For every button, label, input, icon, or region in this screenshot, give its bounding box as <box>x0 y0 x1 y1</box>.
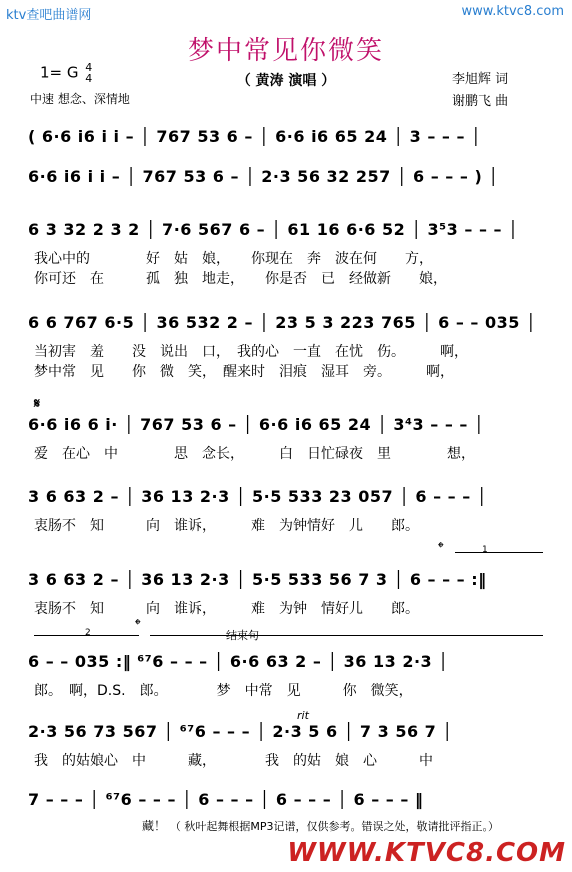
notes-row-7: 3 6 63 2 – │ 36 13 2·3 │ 5·5 533 56 7 3 │ 6 – – – :‖ <box>28 570 487 589</box>
staff-row-7 <box>28 568 544 592</box>
notes-row-3: 6 3 32 2 3 2 │ 7·6 567 6 – │ 61 16 6·6 52 │ 3⁵3 – – – │ <box>28 220 519 239</box>
notes-row-8: 6 – – 035 :‖ ⁶⁷6 – – – │ 6·6 63 2 – │ 36 13 2·3 │ <box>28 652 449 671</box>
composer-credit: 谢鹏飞 曲 <box>452 94 509 109</box>
lyric-row-9: 我 的姑娘心 中 藏， 我 的姑 娘 心 中 <box>34 753 433 769</box>
notes-row-1: ( 6·6 i6 i i – │ 767 53 6 – │ 6·6 i6 65 24 │ 3 – – – │ <box>28 127 482 146</box>
end-section-label: 结束句 <box>226 629 259 642</box>
tempo-marking: 中速 想念、深情地 <box>30 92 130 106</box>
volta-1-line <box>455 552 543 553</box>
key-signature <box>40 62 92 84</box>
time-denominator: 4 <box>85 72 93 85</box>
site-url-right: www.ktvc8.com <box>461 4 564 19</box>
song-title: 梦中常见你微笑 <box>187 36 384 66</box>
staff-row-9 <box>28 720 544 744</box>
lyricist-credit: 李旭辉 词 <box>452 72 509 87</box>
footer-line <box>142 817 499 834</box>
notes-row-10: 7 – – – │ ⁶⁷6 – – – │ 6 – – – │ 6 – – – │ 6 – – – ‖ <box>28 790 424 809</box>
staff-row-6 <box>28 485 544 509</box>
volta-1-label: 1 <box>482 545 488 555</box>
notes-row-4: 6 6 767 6·5 │ 36 532 2 – │ 23 5 3 223 765 │ 6 – – 035 │ <box>28 313 537 332</box>
coda-sign: 𝄌 <box>438 538 444 557</box>
lyric-row-6: 衷肠不 知 向 谁诉， 难 为钟情好 儿 郎。 <box>34 518 419 534</box>
lyric-row-4a: 当初害 羞 没 说出 口， 我的心 一直 在忧 伤。 啊， <box>34 344 468 360</box>
lyric-row-3b: 你可还 在 孤 独 地走， 你是否 已 经做新 娘， <box>34 271 447 287</box>
key-label: 1= G <box>40 63 79 82</box>
time-numerator: 4 <box>85 61 93 74</box>
staff-row-2 <box>28 165 544 189</box>
lyric-row-5: 爱 在心 中 思 念长， 白 日忙碌夜 里 想， <box>34 446 475 462</box>
staff-row-8 <box>28 650 544 674</box>
final-lyric: 藏！ <box>142 819 167 833</box>
volta-2-label: 2 <box>85 628 91 638</box>
coda-sign-2: 𝄌 <box>135 615 141 634</box>
notes-row-9: 2·3 56 73 567 │ ⁶⁷6 – – – │ 2·3 5 6 │ 7 3 56 7 │ <box>28 722 453 741</box>
lyric-row-3a: 我心中的 好 姑 娘， 你现在 奔 波在何 方， <box>34 251 433 267</box>
rit-marking: rit <box>297 709 309 722</box>
time-signature <box>85 62 92 84</box>
end-section-line <box>150 635 543 636</box>
song-subtitle: （ 黄涛 演唱 ） <box>236 73 336 89</box>
watermark-logo: WWW.KTVC8.COM <box>287 838 566 868</box>
site-name-left: ktv查吧曲谱网 <box>6 8 92 23</box>
lyric-row-7: 衷肠不 知 向 谁诉， 难 为钟 情好儿 郎。 <box>34 601 419 617</box>
staff-row-10 <box>28 788 544 812</box>
staff-row-4 <box>28 311 544 335</box>
transcription-note: （ 秋叶起舞根据MP3记谱，仅供参考。错误之处，敬请批评指正。） <box>169 820 499 833</box>
notes-row-6: 3 6 63 2 – │ 36 13 2·3 │ 5·5 533 23 057 │ 6 – – – │ <box>28 487 487 506</box>
notes-row-5: 6·6 i6 6 i· │ 767 53 6 – │ 6·6 i6 65 24 │ 3⁴3 – – – │ <box>28 415 485 434</box>
lyric-row-8: 郎。 啊，D.S. 郎。 梦 中常 见 你 微笑， <box>34 683 413 699</box>
staff-row-3 <box>28 218 544 242</box>
notes-row-2: 6·6 i6 i i – │ 767 53 6 – │ 2·3 56 32 257 │ 6 – – – ) │ <box>28 167 499 186</box>
staff-row-1 <box>28 125 544 149</box>
segno-sign: 𝄋 <box>34 396 41 412</box>
staff-row-5 <box>28 413 544 437</box>
lyric-row-4b: 梦中常 见 你 微 笑， 醒来时 泪痕 湿耳 旁。 啊， <box>34 364 454 380</box>
